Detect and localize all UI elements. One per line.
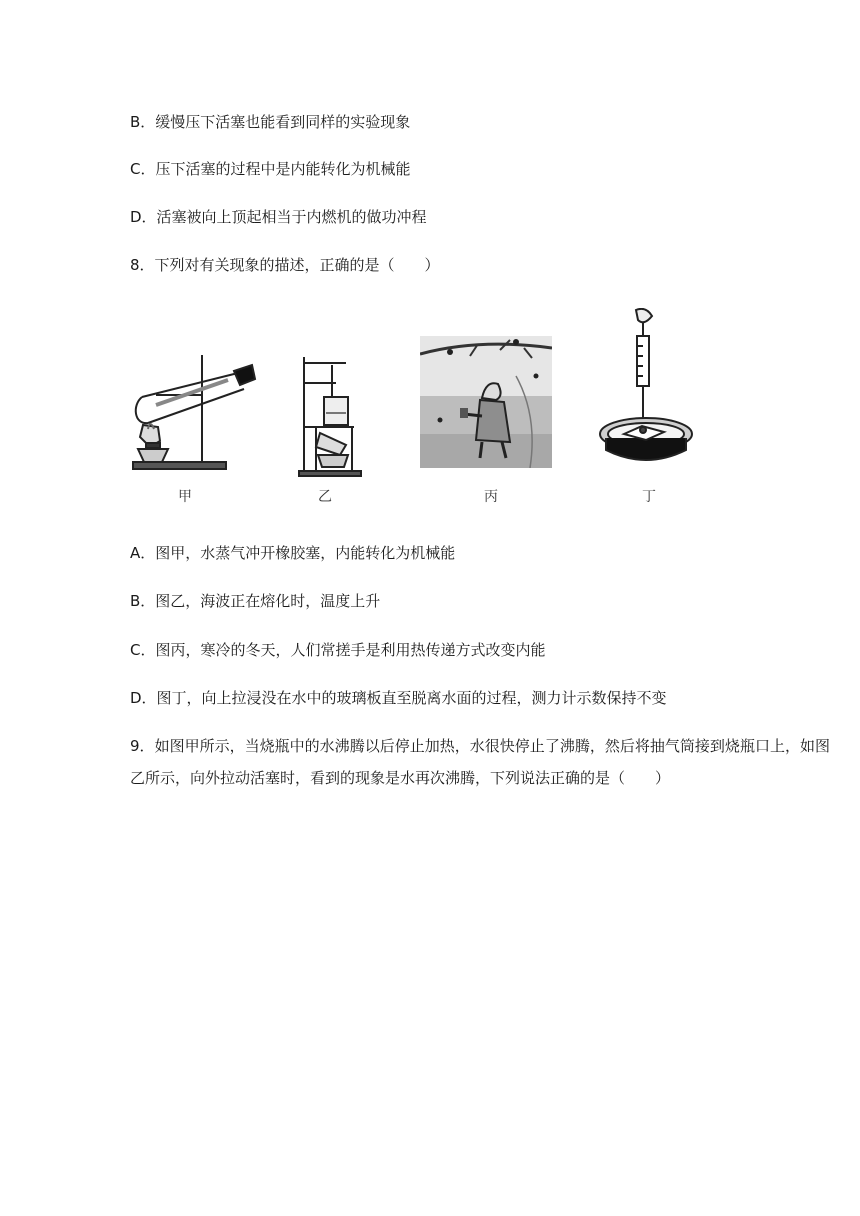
q8-option-c: C．图丙，寒冷的冬天，人们常搓手是利用热传递方式改变内能 <box>130 641 546 659</box>
figure-yi-caption: 乙 <box>318 489 332 505</box>
q8-stem: 8．下列对有关现象的描述，正确的是（ ） <box>130 256 440 274</box>
figure-bing-winter-scene-illustration <box>420 336 552 468</box>
q7-option-c: C．压下活塞的过程中是内能转化为机械能 <box>130 160 411 178</box>
q8-option-d: D．图丁，向上拉浸没在水中的玻璃板直至脱离水面的过程，测力计示数保持不变 <box>130 689 667 707</box>
figure-bing-caption: 丙 <box>484 489 498 505</box>
q7-option-d: D．活塞被向上顶起相当于内燃机的做功冲程 <box>130 208 427 226</box>
figure-jia-test-tube-illustration <box>128 345 258 475</box>
figure-jia-caption: 甲 <box>178 489 192 505</box>
figure-ding-caption: 丁 <box>642 489 656 505</box>
figure-ding-spring-scale-illustration <box>596 308 696 470</box>
q8-option-a: A．图甲，水蒸气冲开橡胶塞，内能转化为机械能 <box>130 544 456 562</box>
q9-stem: 9．如图甲所示，当烧瓶中的水沸腾以后停止加热，水很快停止了沸腾，然后将抽气筒接到烧瓶口上，如图乙所示，向外拉动活塞时，看到的现象是水再次沸腾，下列说法正确的是（ ） <box>130 737 830 787</box>
q7-option-b: B．缓慢压下活塞也能看到同样的实验现象 <box>130 113 411 131</box>
q8-option-b: B．图乙，海波正在熔化时，温度上升 <box>130 592 381 610</box>
figure-yi-beaker-illustration <box>296 355 366 480</box>
